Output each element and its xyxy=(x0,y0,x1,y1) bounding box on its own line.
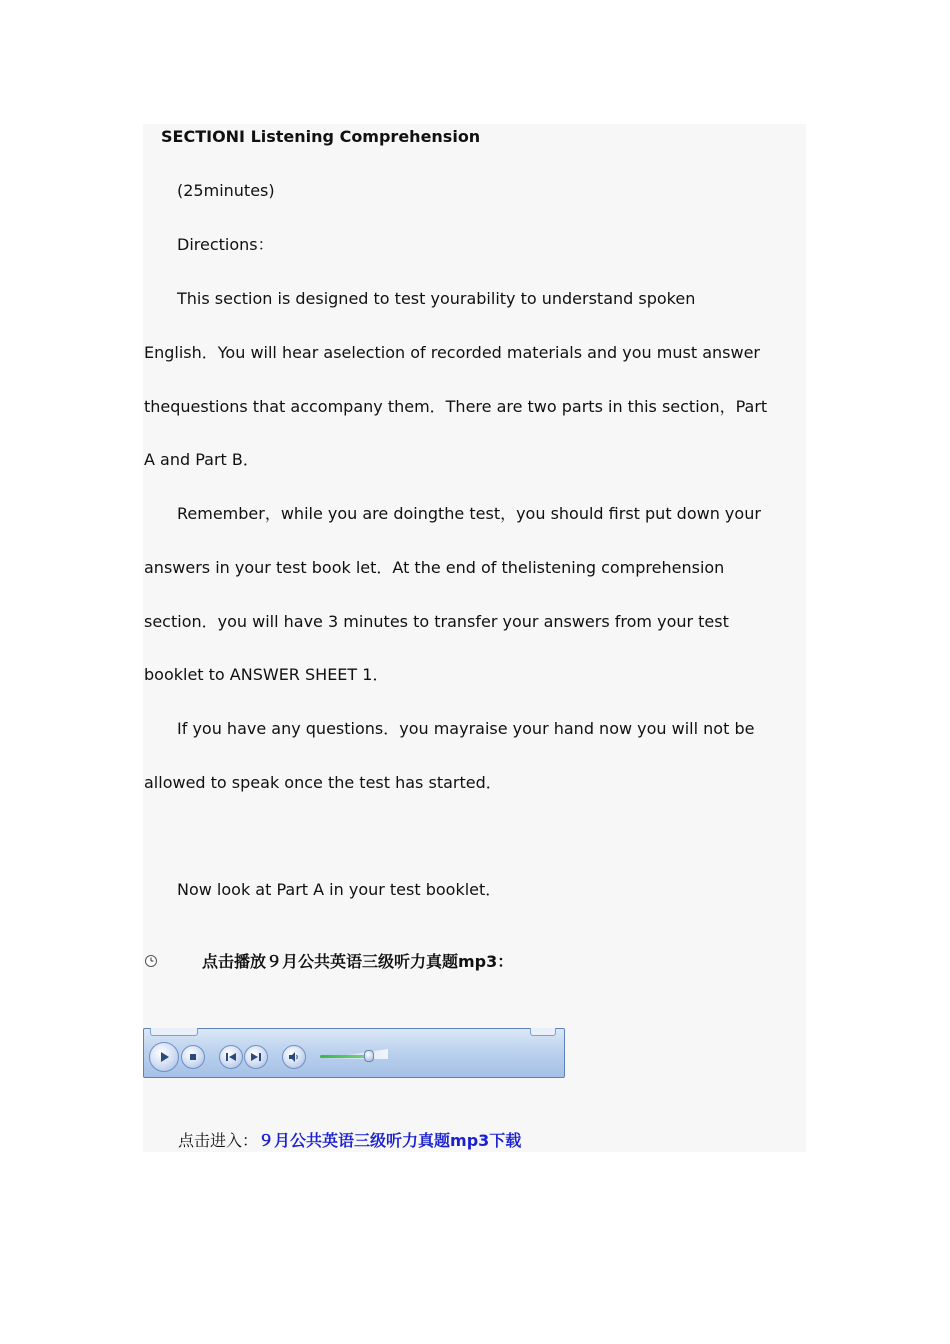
paragraph-line: answers in your test book let．At the end of thelistening comprehension xyxy=(144,558,725,577)
previous-button[interactable] xyxy=(219,1045,243,1069)
paragraph-line: If you have any questions．you mayraise your hand now you will not be xyxy=(177,719,755,738)
paragraph-line: This section is designed to test yourability to understand spoken xyxy=(177,289,696,308)
player-top-tab xyxy=(150,1028,198,1036)
content-panel xyxy=(143,124,806,1152)
directions-label: Directions： xyxy=(177,235,274,254)
paragraph-line: booklet to ANSWER SHEET 1． xyxy=(144,665,389,684)
next-button[interactable] xyxy=(244,1045,268,1069)
instruction-text: Now look at Part A in your test booklet． xyxy=(177,880,502,899)
media-player[interactable] xyxy=(143,1028,565,1078)
section-heading: SECTIONI Listening Comprehension xyxy=(161,127,481,146)
paragraph-line: English．You will hear aselection of recorded materials and you must answer xyxy=(144,343,760,362)
volume-slider[interactable] xyxy=(320,1055,368,1058)
player-top-tab xyxy=(530,1028,556,1036)
next-icon xyxy=(251,1053,261,1061)
paragraph-line: thequestions that accompany them．There are two parts in this section，Part xyxy=(144,397,768,416)
speaker-icon xyxy=(289,1052,299,1062)
previous-icon xyxy=(226,1053,236,1061)
download-link[interactable]: ９月公共英语三级听力真题mp3下载 xyxy=(258,1131,522,1150)
paragraph-line: Remember，while you are doingthe test，you should first put down your xyxy=(177,504,761,523)
enter-prefix: 点击进入： xyxy=(178,1131,259,1150)
paragraph-line: section．you will have 3 minutes to transfer your answers from your test xyxy=(144,612,729,631)
clock-icon xyxy=(144,953,158,967)
stop-button[interactable] xyxy=(181,1045,205,1069)
paragraph-line: A and Part B． xyxy=(144,450,259,469)
play-label: 点击播放９月公共英语三级听力真题mp3： xyxy=(202,952,514,971)
mute-button[interactable] xyxy=(282,1045,306,1069)
play-button[interactable] xyxy=(149,1042,179,1072)
stop-icon xyxy=(189,1053,197,1061)
play-icon xyxy=(158,1051,170,1063)
volume-knob[interactable] xyxy=(364,1050,374,1062)
duration-text: (25minutes) xyxy=(177,181,275,200)
paragraph-line: allowed to speak once the test has started． xyxy=(144,773,502,792)
enter-prompt xyxy=(178,1131,521,1151)
